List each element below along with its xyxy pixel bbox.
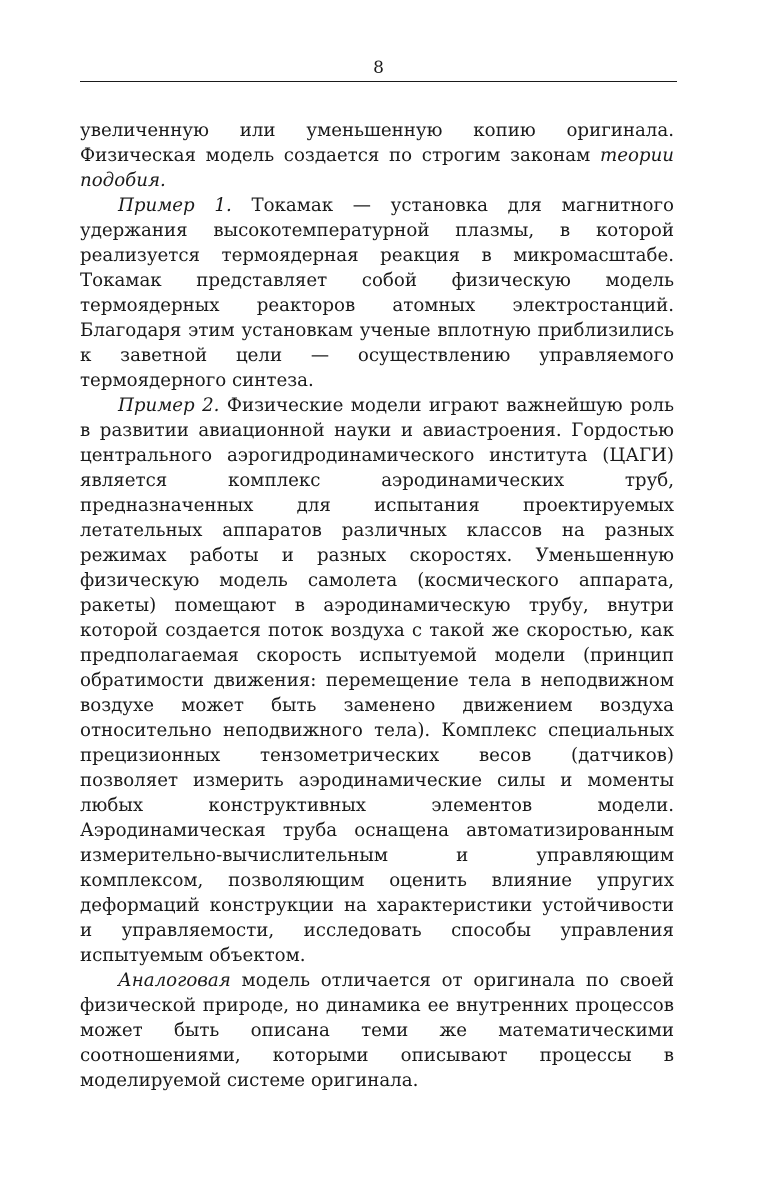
- example-2-label: Пример 2.: [118, 395, 220, 416]
- paragraph-1: [80, 118, 674, 193]
- paragraph-example-2: [80, 393, 674, 968]
- paragraph-example-1: [80, 193, 674, 393]
- paragraph-1-term: теории подобия.: [80, 145, 674, 191]
- example-1-text: Токамак — установка для магнитного удержания высокотемпературной плазмы, в которой реализуется термоядерная реакция в микромасштабе. Токамак представляет собой физическую модель термоядерных реакторов атомных электростанций. Благодаря этим установкам ученые вплотную приблизились к заветной цели — осуществлению управляемого термоядерного синтеза.: [80, 195, 674, 391]
- page-number: 8: [373, 58, 384, 78]
- example-1-label: Пример 1.: [118, 195, 232, 216]
- analog-model-text: модель отличается от оригинала по своей физической природе, но динамика ее внутренних процессов может быть описана теми же математическими соотношениями, которыми описывают процессы в моделируемой системе оригинала.: [80, 970, 674, 1091]
- paragraph-analog-model: [80, 968, 674, 1093]
- paragraph-1-text: увеличенную или уменьшенную копию оригинала. Физическая модель создается по строгим законам: [80, 120, 674, 166]
- body-text: [80, 118, 674, 1093]
- example-2-text: Физические модели играют важнейшую роль в развитии авиационной науки и авиастроения. Гордостью центрального аэрогидродинамического института (ЦАГИ) является комплекс аэродинамических труб, предназначенных для испытания проектируемых летательных аппаратов различных классов на разных режимах работы и разных скоростях. Уменьшенную физическую модель самолета (космического аппарата, ракеты) помещают в аэродинамическую трубу, внутри которой создается поток воздуха с такой же скоростью, как предполагаемая скорость испытуемой модели (принцип обратимости движения: перемещение тела в неподвижном воздухе может быть заменено движением воздуха относительно неподвижного тела). Комплекс специальных прецизионных тензометрических весов (датчиков) позволяет измерить аэродинамические силы и моменты любых конструктивных элементов модели. Аэродинамическая труба оснащена автоматизированным измерительно-вычислительным и управляющим комплексом, позволяющим оценить влияние упругих деформаций конструкции на характеристики устойчивости и управляемости, исследовать способы управления испытуемым объектом.: [80, 395, 674, 966]
- header-rule: [80, 81, 677, 82]
- analog-model-term: Аналоговая: [118, 970, 231, 991]
